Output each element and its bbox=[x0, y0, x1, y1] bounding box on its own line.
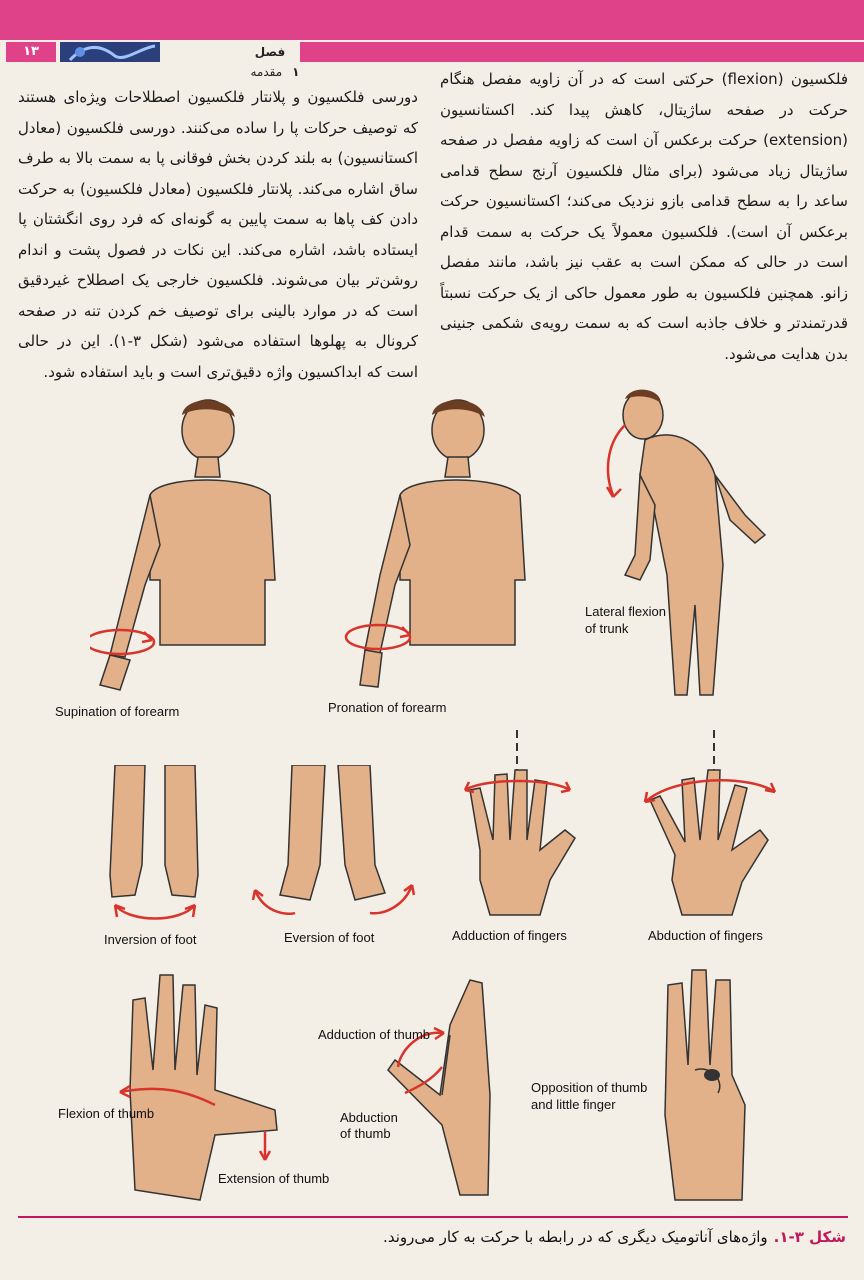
caption-text: واژه‌های آناتومیک دیگری که در رابطه با حرکت به کار می‌روند. bbox=[383, 1228, 768, 1246]
supination-label: Supination of forearm bbox=[55, 704, 180, 719]
flexion-thumb-label: Flexion of thumb bbox=[58, 1106, 155, 1121]
thumb-adduction-abduction-figure bbox=[380, 975, 500, 1200]
section-label: مقدمه bbox=[250, 65, 283, 79]
inversion-label: Inversion of foot bbox=[104, 932, 197, 947]
chapter-title bbox=[230, 42, 310, 79]
caption-number: شکل ۳-۱. bbox=[773, 1228, 846, 1246]
abduction-fingers-figure bbox=[640, 730, 790, 925]
inversion-figure bbox=[100, 765, 210, 925]
top-color-band bbox=[0, 0, 864, 40]
lateral-flexion-label-2: of trunk bbox=[585, 621, 629, 636]
left-column-text: دورسی فلکسیون و پلانتار فلکسیون اصطلاحات ویژه‌ای هستند که توصیف حرکات پا را ساده می‌کنند. دورسی فلکسیون (معادل اکستانسیون) به بلند کردن بخش فوقانی پا به سمت بالا به طرف ساق اشاره می‌کند. پلانتار فلکسیون (معادل فلکسیون) به حرکت دادن کف پاها به سمت پایین به گونه‌ای که فرد روی انگشتان پا ایستاده باشد، اشاره می‌کند. این نکات در فصول پشت و اندام روشن‌تر بیان می‌شوند. فلکسیون خارجی یک اصطلاح غیردقیق است که در موارد بالینی برای توصیف خم کردن تنه در صفحه کرونال به پهلوها استفاده می‌شود (شکل ۳-۱). این در حالی است که ابداکسیون واژه دقیق‌تری است و باید استفاده شود. bbox=[18, 88, 418, 381]
abduction-fingers-label: Abduction of fingers bbox=[648, 928, 763, 943]
header-bar bbox=[300, 42, 864, 62]
eversion-label: Eversion of foot bbox=[284, 930, 375, 945]
thumb-opposition-figure bbox=[650, 965, 760, 1210]
adduction-fingers-label: Adduction of fingers bbox=[452, 928, 567, 943]
supination-figure bbox=[90, 395, 290, 705]
caption-rule bbox=[18, 1216, 848, 1218]
adduction-thumb-label: Adduction of thumb bbox=[318, 1027, 431, 1042]
lateral-flexion-label-1: Lateral flexion bbox=[585, 604, 666, 619]
right-column-text: فلکسیون (flexion) حرکتی است که در آن زاویه مفصل هنگام حرکت در صفحه ساژیتال، کاهش پیدا کند. اکستانسیون (extension) حرکت برعکس آن است که زاویه مفصل در صفحه ساژیتال زیاد می‌شود (برای مثال فلکسیون آرنج سطح قدامی ساعد را به سطح قدامی بازو نزدیک می‌کند؛ اکستانسیون حرکت برعکس آن است). فلکسیون معمولاً یک حرکت به سمت قدام است در حالی که ممکن است به عقب نیز باشد، مانند مفصل زانو. همچنین فلکسیون به طور معمول حاکی از یک حرکت نسبتاً قدرتمندتر و خلاف جاذبه است که به سمت رویه‌ی شکمی جنینی بدن هدایت می‌شود. bbox=[440, 70, 848, 363]
opposition-label-1: Opposition of thumb bbox=[531, 1080, 648, 1095]
pronation-figure bbox=[340, 395, 540, 705]
abduction-thumb-label-1: Abduction bbox=[340, 1110, 398, 1125]
eversion-figure bbox=[250, 765, 415, 925]
chapter-label: فصل ۱ bbox=[254, 45, 300, 79]
lateral-flexion-figure bbox=[595, 385, 785, 705]
page-number: ۱۳ bbox=[6, 42, 56, 62]
header-logo-icon bbox=[60, 42, 160, 62]
extension-thumb-label: Extension of thumb bbox=[218, 1171, 330, 1186]
figure-caption bbox=[18, 1222, 846, 1252]
pronation-label: Pronation of forearm bbox=[328, 700, 447, 715]
abduction-thumb-label-2: of thumb bbox=[340, 1126, 391, 1141]
adduction-fingers-figure bbox=[455, 730, 595, 925]
opposition-label-2: and little finger bbox=[531, 1097, 616, 1112]
